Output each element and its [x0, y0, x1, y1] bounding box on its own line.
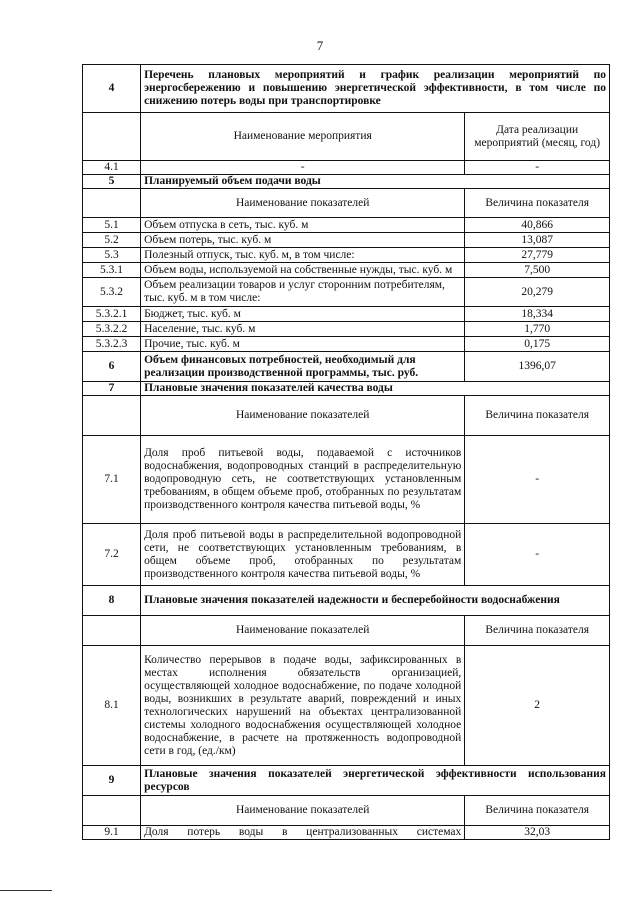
column-header-name: Наименование показателей: [141, 189, 465, 218]
row-name: Полезный отпуск, тыс. куб. м, в том числе:: [141, 248, 465, 263]
row-name: Население, тыс. куб. м: [141, 322, 465, 337]
row-name: Объем воды, используемой на собственные нужды, тыс. куб. м: [141, 263, 465, 278]
row-number: 5.3.2.3: [83, 337, 141, 352]
section-number: 9: [83, 766, 141, 796]
row-name: Доля потерь воды в централизованных системах: [141, 826, 465, 840]
row-number: 7.1: [83, 436, 141, 524]
section-number: 8: [83, 586, 141, 616]
column-header-name: Наименование мероприятия: [141, 113, 465, 161]
row-number: 5.3: [83, 248, 141, 263]
row-value: 18,334: [465, 307, 610, 322]
row-name: Доля проб питьевой воды в распределительной водопроводной сети, не соответствующих установленным требованиям, в общем объеме проб, отобранных по результатам производственного контроля качества питьевой воды, %: [141, 524, 465, 586]
row-name: -: [141, 161, 465, 175]
row-value: 0,175: [465, 337, 610, 352]
row-value: 1396,07: [465, 352, 610, 382]
section-title: Планируемый объем подачи воды: [141, 175, 610, 189]
row-number: 4.1: [83, 161, 141, 175]
row-value: 32,03: [465, 826, 610, 840]
row-name: Бюджет, тыс. куб. м: [141, 307, 465, 322]
row-value: 27,779: [465, 248, 610, 263]
program-table: [82, 64, 610, 840]
row-number: 5.2: [83, 233, 141, 248]
row-value: 40,866: [465, 218, 610, 233]
row-number: 9.1: [83, 826, 141, 840]
page-number: 7: [316, 38, 324, 53]
row-name: Объем отпуска в сеть, тыс. куб. м: [141, 218, 465, 233]
row-name: Объем потерь, тыс. куб. м: [141, 233, 465, 248]
row-value: -: [465, 161, 610, 175]
row-number: 5.1: [83, 218, 141, 233]
column-header-name: Наименование показателей: [141, 796, 465, 826]
section-number: 5: [83, 175, 141, 189]
row-name: Объем реализации товаров и услуг сторонним потребителям, тыс. куб. м в том числе:: [141, 278, 465, 307]
section-number: 7: [83, 382, 141, 396]
row-number: 5.3.2.1: [83, 307, 141, 322]
row-value: -: [465, 436, 610, 524]
column-header-value: Величина показателя: [465, 796, 610, 826]
column-header-name: Наименование показателей: [141, 396, 465, 436]
section-number: 4: [83, 65, 141, 113]
section-title: Объем финансовых потребностей, необходимый для реализации производственной программы, тыс. руб.: [141, 352, 465, 382]
row-name: Количество перерывов в подаче воды, зафиксированных в местах исполнения обязательств организацией, осуществляющей холодное водоснабжение, по подаче холодной воды, возникших в результате аварий, повреждений и иных технологических нарушений на объектах централизованной системы холодного водоснабжения осуществляющей холодное водоснабжение, в расчете на протяженность водопроводной сети в год, (ед./км): [141, 646, 465, 766]
row-value: 13,087: [465, 233, 610, 248]
footer-rule: [0, 890, 52, 891]
row-number: 8.1: [83, 646, 141, 766]
row-number: 5.3.1: [83, 263, 141, 278]
row-number: 7.2: [83, 524, 141, 586]
row-value: 2: [465, 646, 610, 766]
section-title: Перечень плановых мероприятий и график реализации мероприятий по энергосбережению и повышению энергетической эффективности, в том числе по снижению потерь воды при транспортировке: [141, 65, 610, 113]
section-title: Плановые значения показателей надежности и бесперебойности водоснабжения: [141, 586, 610, 616]
row-value: 7,500: [465, 263, 610, 278]
row-number: 5.3.2: [83, 278, 141, 307]
column-header-value: Величина показателя: [465, 396, 610, 436]
row-name: Доля проб питьевой воды, подаваемой с источников водоснабжения, водопроводных станций в распределительную водопроводную сеть, не соответствующих установленным требованиям, в общем объеме проб, отобранных по результатам производственного контроля качества питьевой воды, %: [141, 436, 465, 524]
row-value: 20,279: [465, 278, 610, 307]
row-value: -: [465, 524, 610, 586]
row-number: 5.3.2.2: [83, 322, 141, 337]
section-title: Плановые значения показателей качества воды: [141, 382, 610, 396]
column-header-value: Дата реализации мероприятий (месяц, год): [465, 113, 610, 161]
column-header-value: Величина показателя: [465, 189, 610, 218]
row-value: 1,770: [465, 322, 610, 337]
column-header-value: Величина показателя: [465, 616, 610, 646]
row-name: Прочие, тыс. куб. м: [141, 337, 465, 352]
column-header-name: Наименование показателей: [141, 616, 465, 646]
section-number: 6: [83, 352, 141, 382]
section-title: Плановые значения показателей энергетической эффективности использования ресурсов: [141, 766, 610, 796]
